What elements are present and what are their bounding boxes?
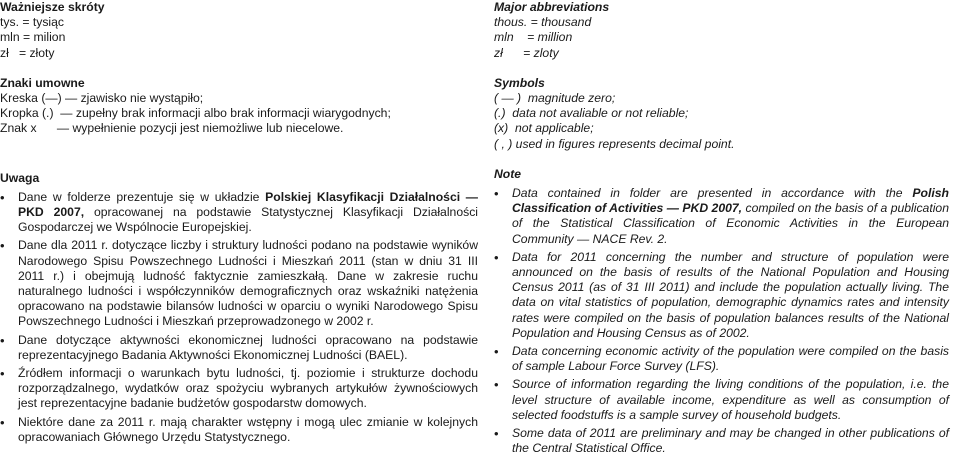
abbreviation: zł = zloty [494,45,559,60]
abbreviations-heading: Ważniejsze skróty [0,0,105,14]
abbreviation: mln = milion [0,30,66,45]
note-heading: Uwaga [0,170,40,185]
note-item: • Source of information regarding the living conditions of the population, i.e. the level structure of available income, expenditure as well as consumption of selected foodstuffs is a sample survey of household budgets. [494,377,949,423]
note-item: • Niektóre dane za 2011 r. mają charakter wstępny i mogą ulec zmianie w kolejnych opracowaniach Głównego Urzędu Statystycznego. [0,415,478,445]
polish-column [0,0,478,448]
symbols-list [494,91,949,152]
note-item: • Źródłem informacji o warunkach bytu ludności, tj. poziomie i strukturze dochodu rozporządzalnego, wydatków oraz spożyciu wybranych artykułów żywnościowych jest reprezentacyjne badanie budżetów gospodarstw domowych. [0,366,478,412]
english-column [494,0,949,459]
abbreviation: mln = million [494,30,573,45]
symbol-row: (x) not applicable; [494,121,594,136]
abbreviations-heading: Major abbreviations [494,0,610,14]
note-item: • Data contained in folder are presented in accordance with the Polish Classification of Activities — PKD 2007, compiled on the basis of a publication of the Statistical Classification of Economic Activities in the European Community — NACE Rev. 2. [494,186,949,247]
symbol-row: ( — ) magnitude zero; [494,91,616,106]
symbol-row: Kropka (.) — zupełny brak informacji albo brak informacji wiarygodnych; [0,106,391,121]
abbreviation: zł = złoty [0,45,55,60]
symbols-list [0,91,478,137]
note-item: • Dane dla 2011 r. dotyczące liczby i struktury ludności podano na podstawie wyników Narodowego Spisu Powszechnego Ludności i Mieszkań 2011 (stan w dniu 31 III 2011 r.) i obejmują ludność faktycznie zamieszkałą. Dane w zakresie ruchu naturalnego ludności i współczynników demograficznych oraz wskaźniki natężenia opracowano na podstawie bilansów ludności w oparciu o wyniki Narodowego Spisu Powszechnego Ludności i Mieszkań przeprowadzonego w 2002 r. [0,238,478,329]
note-item: • Data for 2011 concerning the number and structure of population were announced on the basis of results of the National Population and Housing Census 2011 (as of 31 III 2011) and include the population actually living. The data on vital statistics of population, demographic dynamics rates and intensity rates were compiled on the basis of population balances results of the National Population and Housing Census as of 2002. [494,250,949,341]
note-item: • Some data of 2011 are preliminary and may be changed in other publications of the Central Statistical Office. [494,426,949,456]
symbol-row: ( , ) used in figures represents decimal point. [494,136,735,151]
note-heading: Note [494,166,522,181]
note-item: • Data concerning economic activity of the population were compiled on the basis of sample Labour Force Survey (LFS). [494,344,949,374]
symbol-row: Znak x — wypełnienie pozycji jest niemożliwe lub niecelowe. [0,121,344,136]
abbreviation: thous. = thousand [494,15,592,30]
abbreviations-list [0,15,478,61]
abbreviation: tys. = tysiąc [0,15,65,30]
abbreviations-list [494,15,949,61]
symbol-row: (.) data not avaliable or not reliable; [494,106,689,121]
symbols-heading: Znaki umowne [0,75,85,90]
symbols-heading: Symbols [494,75,545,90]
note-list [494,186,949,456]
note-item: • Dane w folderze prezentuje się w układzie Polskiej Klasyfikacji Działalności — PKD 2007, opracowanej na podstawie Statystycznej Klasyfikacji Działalności Gospodarczej we Wspólnocie Europejskiej. [0,190,478,236]
symbol-row: Kreska (—) — zjawisko nie wystąpiło; [0,91,204,106]
note-list [0,190,478,445]
note-item: • Dane dotyczące aktywności ekonomicznej ludności opracowano na podstawie reprezentacyjnego Badania Aktywności Ekonomicznej Ludności (BAEL). [0,333,478,363]
